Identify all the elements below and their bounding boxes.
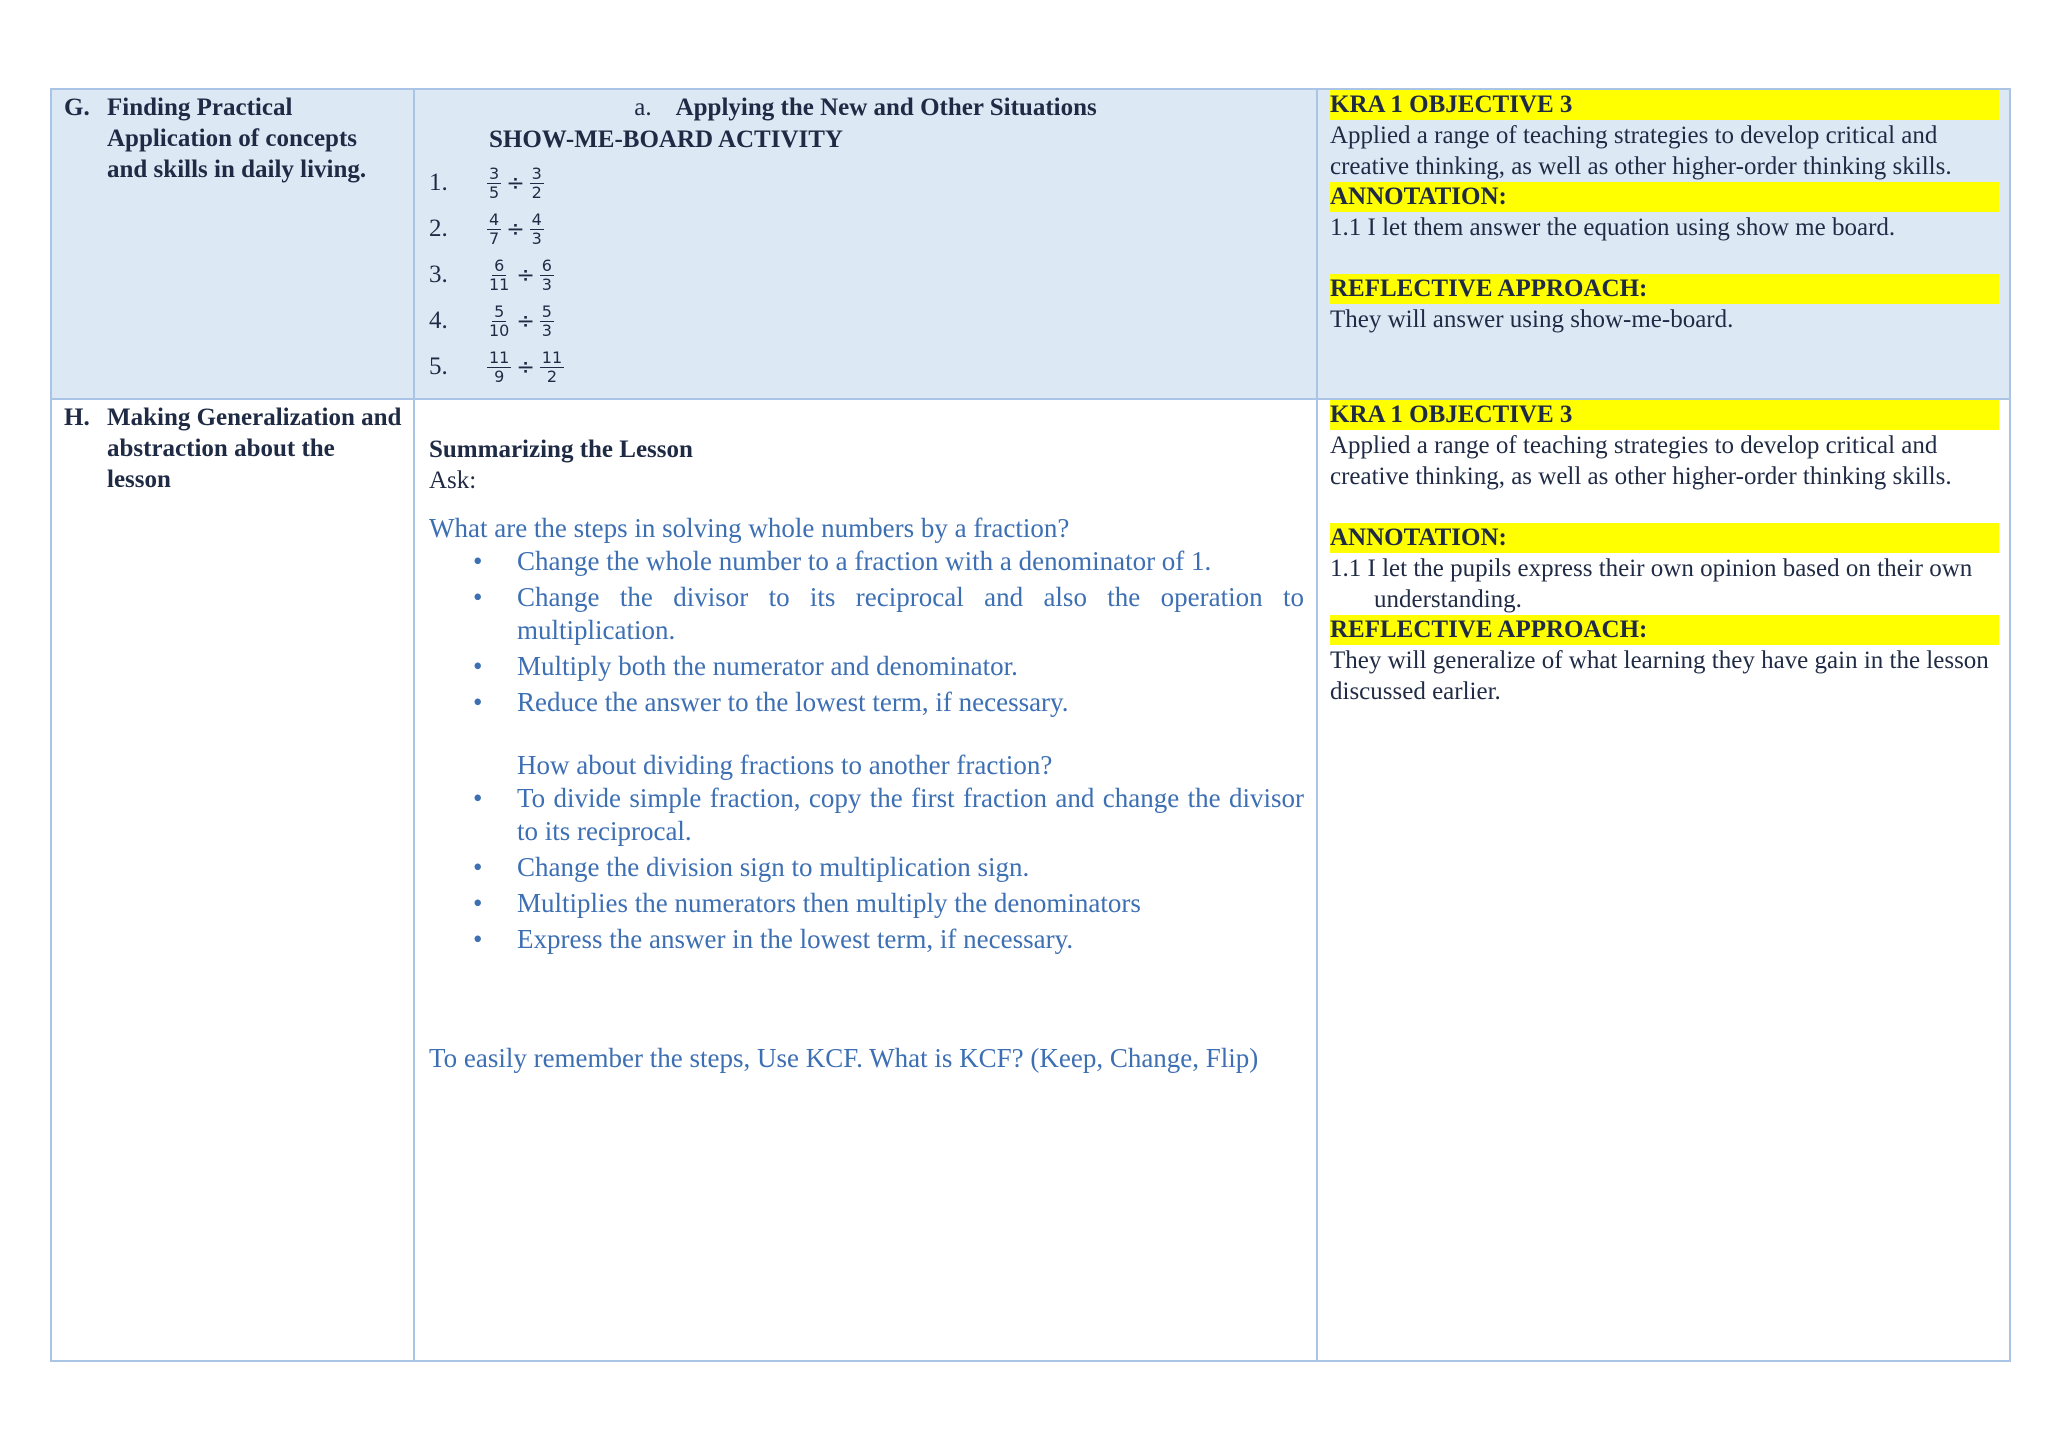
numerator: 5	[541, 301, 552, 321]
apply-heading	[415, 92, 1316, 123]
kra-text: Applied a range of teaching strategies to develop critical and creative thinking, as well as other higher-order thinking skills.	[1330, 432, 1952, 490]
lesson-plan-table	[50, 88, 2011, 1362]
question-whole: What are the steps in solving whole numbers by a fraction?	[429, 513, 1070, 543]
row-h-title: Making Generalization and abstraction about the lesson	[107, 404, 402, 493]
row-h-letter: H.	[64, 404, 90, 431]
fraction-expression	[487, 303, 554, 340]
list-item: • Change the whole number to a fraction with a denominator of 1.	[517, 545, 1304, 578]
denominator: 5	[489, 182, 500, 202]
kra-text: Applied a range of teaching strategies to develop critical and creative thinking, as well as other higher-order thinking skills.	[1330, 122, 1952, 180]
problem-number: 3.	[429, 261, 448, 288]
fraction-problem-list	[415, 160, 1316, 390]
reflective-text: They will answer using show-me-board.	[1330, 306, 1734, 333]
list-item: • Change the division sign to multiplication sign.	[517, 851, 1304, 884]
division-sign: ÷	[506, 216, 525, 242]
dividend-fraction	[487, 349, 511, 386]
kra-label: KRA 1 OBJECTIVE 3	[1330, 400, 1999, 430]
activity-title: SHOW-ME-BOARD ACTIVITY	[489, 126, 843, 153]
dividend-fraction	[487, 303, 511, 340]
divisor-fraction	[540, 257, 554, 294]
row-g-label-cell	[51, 89, 414, 399]
fraction-problem	[415, 252, 1316, 298]
problem-number: 1.	[429, 169, 448, 196]
division-sign: ÷	[506, 170, 525, 196]
divisor-fraction	[530, 165, 544, 202]
numerator: 3	[531, 163, 542, 183]
numerator: 6	[494, 255, 505, 275]
kcf-text: To easily remember the steps, Use KCF. What is KCF? (Keep, Change, Flip)	[429, 1043, 1259, 1073]
row-g-letter: G.	[64, 94, 90, 121]
denominator: 3	[531, 228, 542, 248]
denominator: 7	[489, 228, 500, 248]
denominator: 2	[531, 182, 542, 202]
numerator: 6	[541, 255, 552, 275]
divisor-fraction	[540, 303, 554, 340]
division-sign: ÷	[516, 262, 535, 288]
dividend-fraction	[487, 211, 501, 248]
annotation-text: 1.1 I let them answer the equation using show me board.	[1330, 214, 1896, 241]
list-item: • To divide simple fraction, copy the first fraction and change the divisor to its reciprocal.	[517, 782, 1304, 848]
denominator: 3	[541, 320, 552, 340]
annotation-label: ANNOTATION:	[1330, 182, 1999, 212]
numerator: 3	[489, 163, 500, 183]
denominator: 2	[546, 366, 558, 386]
annotation-label: ANNOTATION:	[1330, 523, 1999, 553]
question-fraction: How about dividing fractions to another fraction?	[517, 750, 1053, 780]
numerator: 4	[489, 209, 500, 229]
row-g-notes-cell	[1317, 89, 2010, 399]
dividend-fraction	[487, 165, 501, 202]
problem-number: 2.	[429, 215, 448, 242]
list-item: • Change the divisor to its reciprocal and also the operation to multiplication.	[517, 581, 1304, 647]
problem-number: 5.	[429, 353, 448, 380]
list-item: • Express the answer in the lowest term, if necessary.	[517, 923, 1304, 956]
apply-letter: a.	[634, 94, 652, 121]
row-h-label-cell	[51, 399, 414, 1361]
fraction-expression	[487, 257, 554, 294]
numerator: 4	[531, 209, 542, 229]
fraction-problem	[415, 298, 1316, 344]
row-g	[51, 89, 2010, 399]
summary-title: Summarizing the Lesson	[429, 436, 693, 463]
dividend-fraction	[487, 257, 511, 294]
division-sign: ÷	[516, 354, 535, 380]
fraction-problem	[415, 344, 1316, 390]
fraction-problem	[415, 160, 1316, 206]
reflective-text: They will generalize of what learning they have gain in the lesson discussed earlier.	[1330, 647, 1989, 705]
kra-label: KRA 1 OBJECTIVE 3	[1330, 90, 1999, 120]
row-g-title: Finding Practical Application of concepts and skills in daily living.	[107, 94, 367, 183]
numerator: 5	[494, 301, 505, 321]
problem-number: 4.	[429, 307, 448, 334]
numerator: 11	[541, 347, 563, 367]
reflective-label: REFLECTIVE APPROACH:	[1330, 274, 1999, 304]
row-h-summary-cell	[414, 399, 1317, 1361]
list-item: • Multiplies the numerators then multiply the denominators	[517, 887, 1304, 920]
apply-title: Applying the New and Other Situations	[675, 94, 1097, 121]
ask-label: Ask:	[429, 467, 477, 494]
denominator: 10	[489, 320, 510, 340]
row-h-notes-cell	[1317, 399, 2010, 1361]
steps-whole-list	[429, 545, 1304, 719]
divisor-fraction	[530, 211, 544, 248]
fraction-problem	[415, 206, 1316, 252]
denominator: 3	[541, 274, 552, 294]
denominator: 9	[494, 366, 505, 386]
numerator: 11	[489, 347, 510, 367]
annotation-text: 1.1 I let the pupils express their own opinion based on their own understanding.	[1330, 555, 1973, 613]
fraction-expression	[487, 165, 544, 202]
list-item: • Multiply both the numerator and denominator.	[517, 650, 1304, 683]
row-h	[51, 399, 2010, 1361]
reflective-label: REFLECTIVE APPROACH:	[1330, 615, 1999, 645]
divisor-fraction	[540, 349, 564, 386]
list-item: • Reduce the answer to the lowest term, if necessary.	[517, 686, 1304, 719]
fraction-expression	[487, 349, 564, 386]
division-sign: ÷	[516, 308, 535, 334]
row-g-activity-cell	[414, 89, 1317, 399]
denominator: 11	[489, 274, 510, 294]
steps-fraction-list	[429, 782, 1304, 956]
fraction-expression	[487, 211, 544, 248]
